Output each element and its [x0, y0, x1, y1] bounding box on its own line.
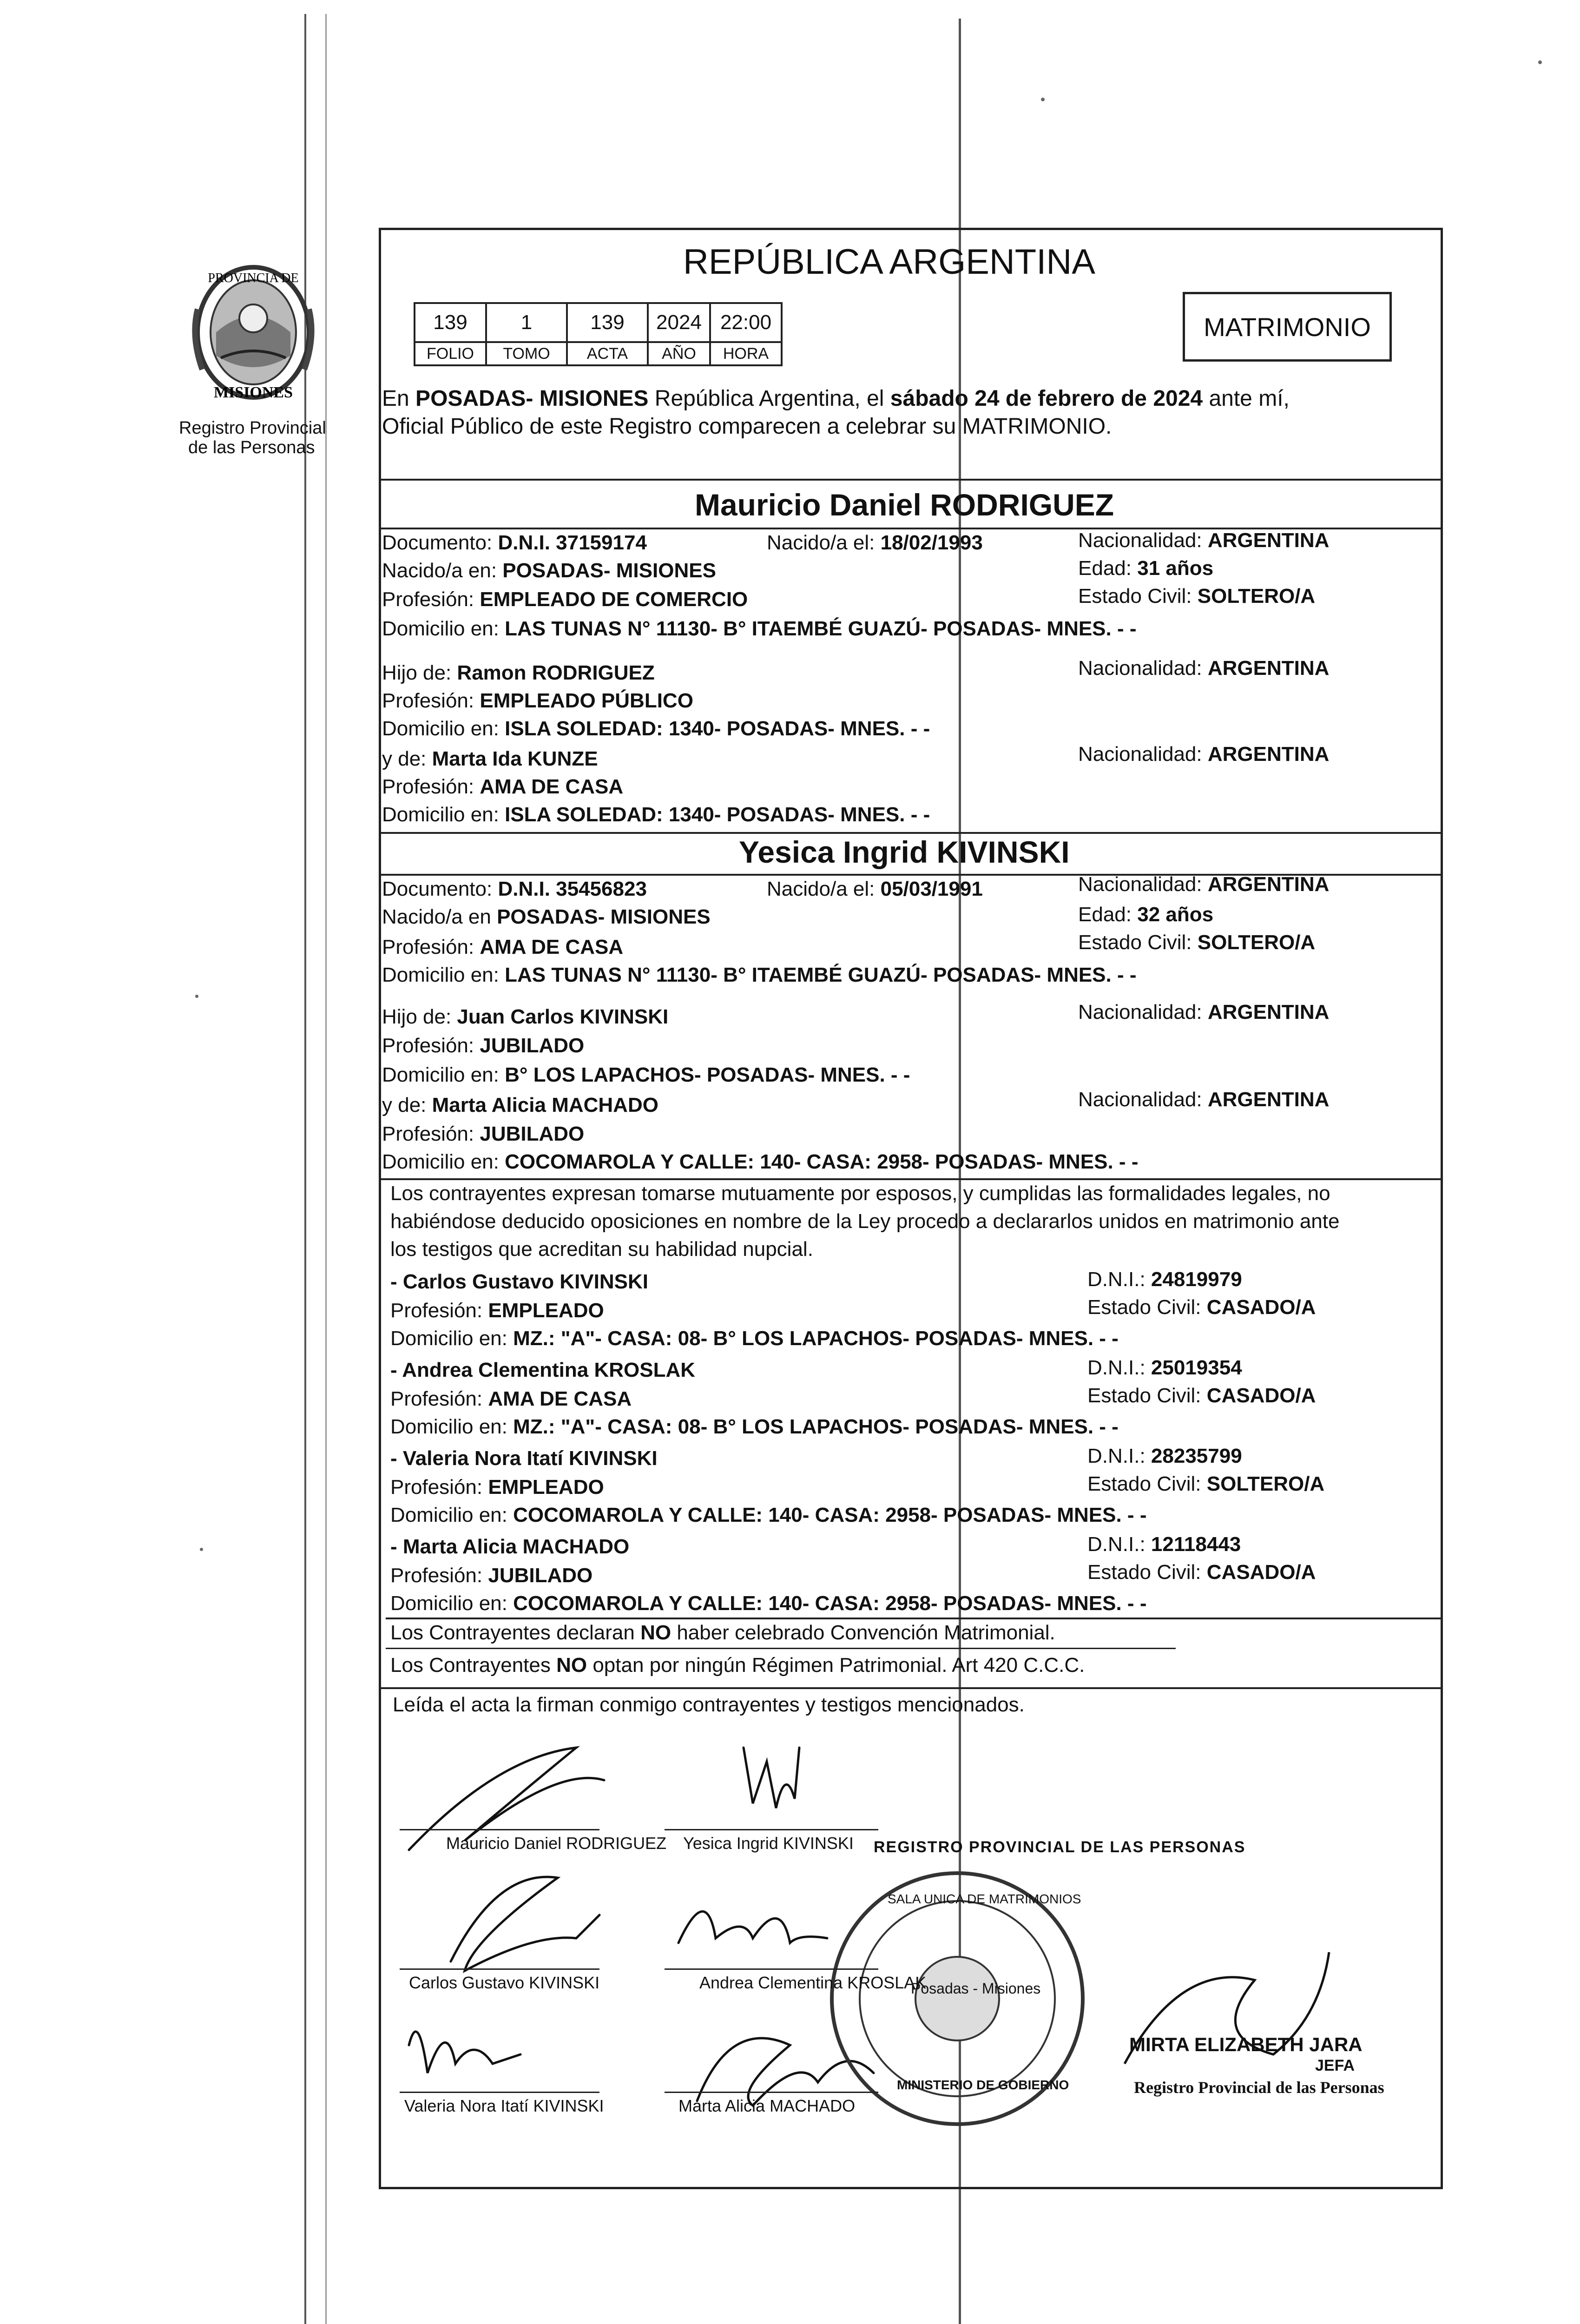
- spouse1-padre-nacionalidad: Nacionalidad: ARGENTINA: [1078, 657, 1330, 680]
- witness2-domicilio: Domicilio en: MZ.: "A"- CASA: 08- B° LOS LAPACHOS- POSADAS- MNES. - -: [390, 1415, 1119, 1438]
- witness3-name: - Valeria Nora Itatí KIVINSKI: [390, 1447, 658, 1470]
- spouse2-madre-nacionalidad: Nacionalidad: ARGENTINA: [1078, 1088, 1330, 1111]
- spouse1-madre-nacionalidad: Nacionalidad: ARGENTINA: [1078, 743, 1330, 766]
- spouse1-estado: Estado Civil: SOLTERO/A: [1078, 585, 1316, 607]
- stamp-inner-text: SALA UNICA DE MATRIMONIOS: [888, 1892, 1081, 1906]
- spouse2-madre-domicilio: Domicilio en: COCOMAROLA Y CALLE: 140- CASA: 2958- POSADAS- MNES. - -: [382, 1150, 1139, 1173]
- spouse2-padre-domicilio: Domicilio en: B° LOS LAPACHOS- POSADAS- MNES. - -: [382, 1063, 910, 1086]
- registry-table: [414, 302, 783, 366]
- witness2-estado: Estado Civil: CASADO/A: [1087, 1384, 1316, 1407]
- signature-witness1: [451, 1877, 599, 1971]
- spouse2-nacionalidad: Nacionalidad: ARGENTINA: [1078, 873, 1330, 896]
- signature-witness2: [678, 1911, 827, 1943]
- country-title: REPÚBLICA ARGENTINA: [683, 242, 1095, 282]
- spouse1-padre-domicilio: Domicilio en: ISLA SOLEDAD: 1340- POSADAS- MNES. - -: [382, 717, 930, 740]
- closing-text: Leída el acta la firman conmigo contrayentes y testigos mencionados.: [393, 1693, 1025, 1716]
- stamp-bottom-text: MINISTERIO DE GOBIERNO: [897, 2078, 1069, 2092]
- spouse1-profesion: Profesión: EMPLEADO DE COMERCIO: [382, 588, 748, 611]
- stamp-ring-text: REGISTRO PROVINCIAL DE LAS PERSONAS: [874, 1838, 1246, 1856]
- spouse2-estado: Estado Civil: SOLTERO/A: [1078, 931, 1316, 954]
- intro-line-2: Oficial Público de este Registro comparecen a celebrar su MATRIMONIO.: [382, 414, 1112, 439]
- stamp-city: Posadas - Misiones: [911, 1980, 1041, 1997]
- spouse1-name: Mauricio Daniel RODRIGUEZ: [695, 488, 1114, 522]
- witness1-name: - Carlos Gustavo KIVINSKI: [390, 1270, 649, 1293]
- speck: [1041, 98, 1045, 101]
- spouse2-padre-profesion: Profesión: JUBILADO: [382, 1034, 585, 1057]
- witness3-domicilio: Domicilio en: COCOMAROLA Y CALLE: 140- CASA: 2958- POSADAS- MNES. - -: [390, 1504, 1147, 1526]
- divider: [386, 1618, 1441, 1619]
- spouse2-madre-profesion: Profesión: JUBILADO: [382, 1122, 585, 1145]
- witness2-name: - Andrea Clementina KROSLAK: [390, 1359, 696, 1381]
- official-role: JEFA: [1315, 2057, 1355, 2074]
- signature-name-spouse2: Yesica Ingrid KIVINSKI: [683, 1834, 854, 1853]
- hora-label: HORA: [710, 342, 782, 365]
- anio-value: 2024: [648, 303, 710, 342]
- spouse1-padre-profesion: Profesión: EMPLEADO PÚBLICO: [382, 689, 693, 712]
- signature-name-witness2: Andrea Clementina KROSLAK: [699, 1973, 927, 1992]
- spouse2-domicilio: Domicilio en: LAS TUNAS N° 11130- B° ITAEMBÉ GUAZÚ- POSADAS- MNES. - -: [382, 964, 1137, 986]
- spouse2-documento: Documento: D.N.I. 35456823: [382, 878, 647, 900]
- declaration-line-3: los testigos que acreditan su habilidad nupcial.: [390, 1238, 813, 1261]
- witness4-dni: D.N.I.: 12118443: [1087, 1533, 1241, 1556]
- divider: [386, 1648, 1176, 1649]
- witness1-profesion: Profesión: EMPLEADO: [390, 1299, 604, 1322]
- official-name: MIRTA ELIZABETH JARA: [1129, 2034, 1363, 2055]
- witness2-profesion: Profesión: AMA DE CASA: [390, 1387, 632, 1410]
- svg-text:PROVINCIA DE: PROVINCIA DE: [208, 271, 299, 285]
- witness3-profesion: Profesión: EMPLEADO: [390, 1476, 604, 1499]
- svg-text:MISIONES: MISIONES: [213, 384, 293, 401]
- act-type: MATRIMONIO: [1204, 312, 1371, 342]
- signature-witness4: [697, 2038, 874, 2106]
- witness1-domicilio: Domicilio en: MZ.: "A"- CASA: 08- B° LOS LAPACHOS- POSADAS- MNES. - -: [390, 1327, 1119, 1350]
- witness3-dni: D.N.I.: 28235799: [1087, 1445, 1242, 1467]
- spouse1-edad: Edad: 31 años: [1078, 557, 1214, 580]
- witness3-estado: Estado Civil: SOLTERO/A: [1087, 1472, 1325, 1495]
- folio-value: 139: [415, 303, 486, 342]
- spouse2-nacido: Nacido/a el: 05/03/1991: [767, 878, 983, 900]
- declaration-line-2: habiéndose deducido oposiciones en nombre de la Ley procedo a declararlos unidos en matrimonio ante: [390, 1210, 1340, 1233]
- spouse2-edad: Edad: 32 años: [1078, 903, 1214, 926]
- signature-witness3: [409, 2032, 520, 2073]
- witness1-estado: Estado Civil: CASADO/A: [1087, 1296, 1316, 1319]
- spouse2-padre: Hijo de: Juan Carlos KIVINSKI: [382, 1005, 669, 1028]
- signature-line: [665, 1968, 878, 1970]
- binding-line-dotted: [325, 14, 327, 2324]
- spouse1-nacido: Nacido/a el: 18/02/1993: [767, 531, 983, 554]
- official-office: Registro Provincial de las Personas: [1134, 2078, 1384, 2097]
- spouse2-profesion: Profesión: AMA DE CASA: [382, 936, 624, 958]
- intro-line-1: En POSADAS- MISIONES República Argentina, el sábado 24 de febrero de 2024 ante mí,: [382, 386, 1290, 411]
- speck: [1538, 60, 1542, 64]
- convention-line-1: Los Contrayentes declaran NO haber celebrado Convención Matrimonial.: [390, 1621, 1055, 1644]
- witness4-estado: Estado Civil: CASADO/A: [1087, 1561, 1316, 1584]
- folio-label: FOLIO: [415, 342, 486, 365]
- provincial-coat-of-arms: [184, 263, 323, 418]
- convention-line-2: Los Contrayentes NO optan por ningún Régimen Patrimonial. Art 420 C.C.C.: [390, 1654, 1085, 1677]
- signature-line: [400, 1829, 599, 1830]
- hora-value: 22:00: [710, 303, 782, 342]
- spouse2-name: Yesica Ingrid KIVINSKI: [739, 835, 1070, 869]
- logo-caption-2: de las Personas: [188, 438, 315, 457]
- spouse1-documento: Documento: D.N.I. 37159174: [382, 531, 647, 554]
- tomo-label: TOMO: [486, 342, 567, 365]
- spouse1-lugar: Nacido/a en: POSADAS- MISIONES: [382, 559, 716, 582]
- spouse1-domicilio: Domicilio en: LAS TUNAS N° 11130- B° ITAEMBÉ GUAZÚ- POSADAS- MNES. - -: [382, 617, 1137, 640]
- declaration-line-1: Los contrayentes expresan tomarse mutuamente por esposos, y cumplidas las formalidades legales, no: [390, 1182, 1330, 1205]
- witness4-profesion: Profesión: JUBILADO: [390, 1564, 593, 1587]
- signature-name-witness1: Carlos Gustavo KIVINSKI: [409, 1973, 600, 1992]
- divider: [379, 1687, 1443, 1689]
- witness1-dni: D.N.I.: 24819979: [1087, 1268, 1242, 1291]
- spouse1-madre-profesion: Profesión: AMA DE CASA: [382, 775, 624, 798]
- signature-name-witness4: Marta Alicia MACHADO: [678, 2096, 856, 2115]
- signature-line: [400, 1968, 599, 1970]
- spouse2-lugar: Nacido/a en POSADAS- MISIONES: [382, 905, 711, 928]
- divider: [379, 832, 1443, 834]
- spouse1-nacionalidad: Nacionalidad: ARGENTINA: [1078, 529, 1330, 552]
- signature-line: [400, 2092, 599, 2093]
- signature-line: [665, 1829, 878, 1830]
- witness4-name: - Marta Alicia MACHADO: [390, 1535, 630, 1558]
- divider: [379, 1178, 1443, 1180]
- acta-label: ACTA: [567, 342, 648, 365]
- spouse1-madre: y de: Marta Ida KUNZE: [382, 747, 598, 770]
- speck: [200, 1548, 203, 1551]
- spouse1-madre-domicilio: Domicilio en: ISLA SOLEDAD: 1340- POSADAS- MNES. - -: [382, 803, 930, 826]
- speck: [195, 995, 198, 998]
- signature-name-witness3: Valeria Nora Itatí KIVINSKI: [404, 2096, 604, 2115]
- act-type-box: [1183, 292, 1392, 362]
- logo-caption: Registro Provincial: [179, 418, 326, 438]
- signature-line: [665, 2092, 878, 2093]
- spouse1-padre: Hijo de: Ramon RODRIGUEZ: [382, 661, 655, 684]
- signature-name-spouse1: Mauricio Daniel RODRIGUEZ: [446, 1834, 667, 1853]
- tomo-value: 1: [486, 303, 567, 342]
- divider: [379, 479, 1443, 481]
- witness2-dni: D.N.I.: 25019354: [1087, 1356, 1242, 1379]
- witness4-domicilio: Domicilio en: COCOMAROLA Y CALLE: 140- CASA: 2958- POSADAS- MNES. - -: [390, 1592, 1147, 1615]
- spouse2-padre-nacionalidad: Nacionalidad: ARGENTINA: [1078, 1001, 1330, 1023]
- anio-label: AÑO: [648, 342, 710, 365]
- acta-value: 139: [567, 303, 648, 342]
- signature-spouse2: [744, 1748, 799, 1808]
- spouse2-madre: y de: Marta Alicia MACHADO: [382, 1094, 658, 1116]
